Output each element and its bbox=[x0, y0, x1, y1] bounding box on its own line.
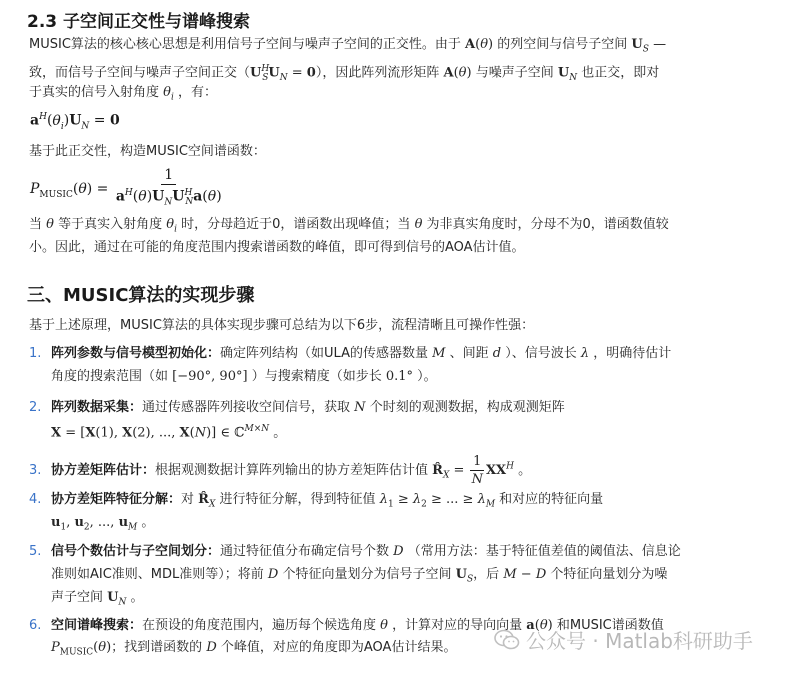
paragraph-line: 于真实的信号入射角度 $\theta_i$ ，有： bbox=[29, 85, 218, 103]
list-item-continuation: $u_1$, $u_2$, ..., $u_M$ 。 bbox=[51, 515, 155, 533]
list-number: 6. bbox=[29, 618, 42, 633]
paragraph-line: 基于此正交性，构造MUSIC空间谱函数： bbox=[29, 144, 266, 159]
list-item: 5. 信号个数估计与子空间划分：通过特征值分布确定信号个数 D （常用方法：基于特征值差值的阈值法、信息论 bbox=[29, 541, 681, 562]
list-number: 4. bbox=[29, 492, 42, 507]
list-item-continuation: $P_{MUSIC}(\theta)$；找到谱函数的 D 个峰值，对应的角度即为AOA估计结果。 bbox=[51, 640, 457, 658]
list-item: 4. 协方差矩阵特征分解：对 $R̂_X$ 进行特征分解，得到特征值 $\lambda_1 \ge \lambda_2$ ≥ ... ≥ $\lambda_M$ 和对应的特征向量 bbox=[29, 489, 603, 516]
section-heading-2-3: 2.3 子空间正交性与谱峰搜索 bbox=[27, 12, 251, 32]
list-item-continuation: 准则如AIC准则、MDL准则等）；将前 D 个特征向量划分为信号子空间 $U_S$，后 M − D 个特征向量划分为噪 bbox=[51, 567, 668, 585]
list-item: 2. 阵列数据采集：通过传感器阵列接收空间信号，获取 N 个时刻的观测数据，构成观测矩阵 bbox=[29, 397, 565, 418]
list-item-continuation: X = [X(1), X(2), ..., X(N)] ∈ ℂ$^{M\times N}$ 。 bbox=[51, 424, 287, 441]
paragraph-line: 小。因此，通过在可能的角度范围内搜索谱函数的峰值，即可得到信号的AOA估计值。 bbox=[29, 240, 525, 255]
section-intro: 基于上述原理，MUSIC算法的具体实现步骤可总结为以下6步，流程清晰且可操作性强： bbox=[29, 318, 535, 333]
orthogonality-formula: $a^H(\theta_i)U_N = 0$ bbox=[30, 112, 120, 132]
list-item-continuation: 声子空间 $U_N$ 。 bbox=[51, 590, 144, 608]
list-item-continuation: 角度的搜索范围（如 [−90°, 90°] ）与搜索精度（如步长 0.1° ）。 bbox=[51, 369, 437, 384]
list-item: 3. 协方差矩阵估计：根据观测数据计算阵列输出的协方差矩阵估计值 $R̂_X$ = $\frac{1}{N}$ $XX^H$ 。 bbox=[29, 454, 532, 487]
list-number: 1. bbox=[29, 346, 42, 361]
section-heading-3: 三、MUSIC算法的实现步骤 bbox=[27, 285, 255, 306]
list-number: 3. bbox=[29, 463, 42, 478]
music-spectrum-formula: $P_{MUSIC}(\theta)$ = $\frac{1}{a^H(\theta)U_NU^H_Na(\theta)}$ bbox=[30, 167, 222, 208]
watermark: 公众号 · Matlab科研助手 bbox=[494, 625, 753, 656]
list-number: 2. bbox=[29, 400, 42, 415]
paragraph-line: 致，而信号子空间与噪声子空间正交$(U^H_SU_N = 0)$，因此阵列流形矩阵 A(θ) 与噪声子空间 $U_N$ 也正交，即对 bbox=[29, 64, 660, 83]
list-item: 6. 空间谱峰搜索：在预设的角度范围内，遍历每个候选角度 θ ，计算对应的导向向量 a(θ) 和MUSIC谱函数值 bbox=[29, 615, 664, 636]
list-item: 1. 阵列参数与信号模型初始化：确定阵列结构（如ULA的传感器数量 M 、间距 d ）、信号波长 λ ，明确待估计 bbox=[29, 343, 671, 364]
paragraph-line: MUSIC算法的核心核心思想是利用信号子空间与噪声子空间的正交性。由于 A(θ) 的列空间与信号子空间 $U_S$ — bbox=[29, 37, 667, 55]
wechat-icon bbox=[494, 629, 520, 656]
list-number: 5. bbox=[29, 544, 42, 559]
paragraph-line: 当 θ 等于真实入射角度 $\theta_i$ 时，分母趋近于0，谱函数出现峰值；当 θ 为非真实角度时，分母不为0，谱函数值较 bbox=[29, 217, 669, 235]
